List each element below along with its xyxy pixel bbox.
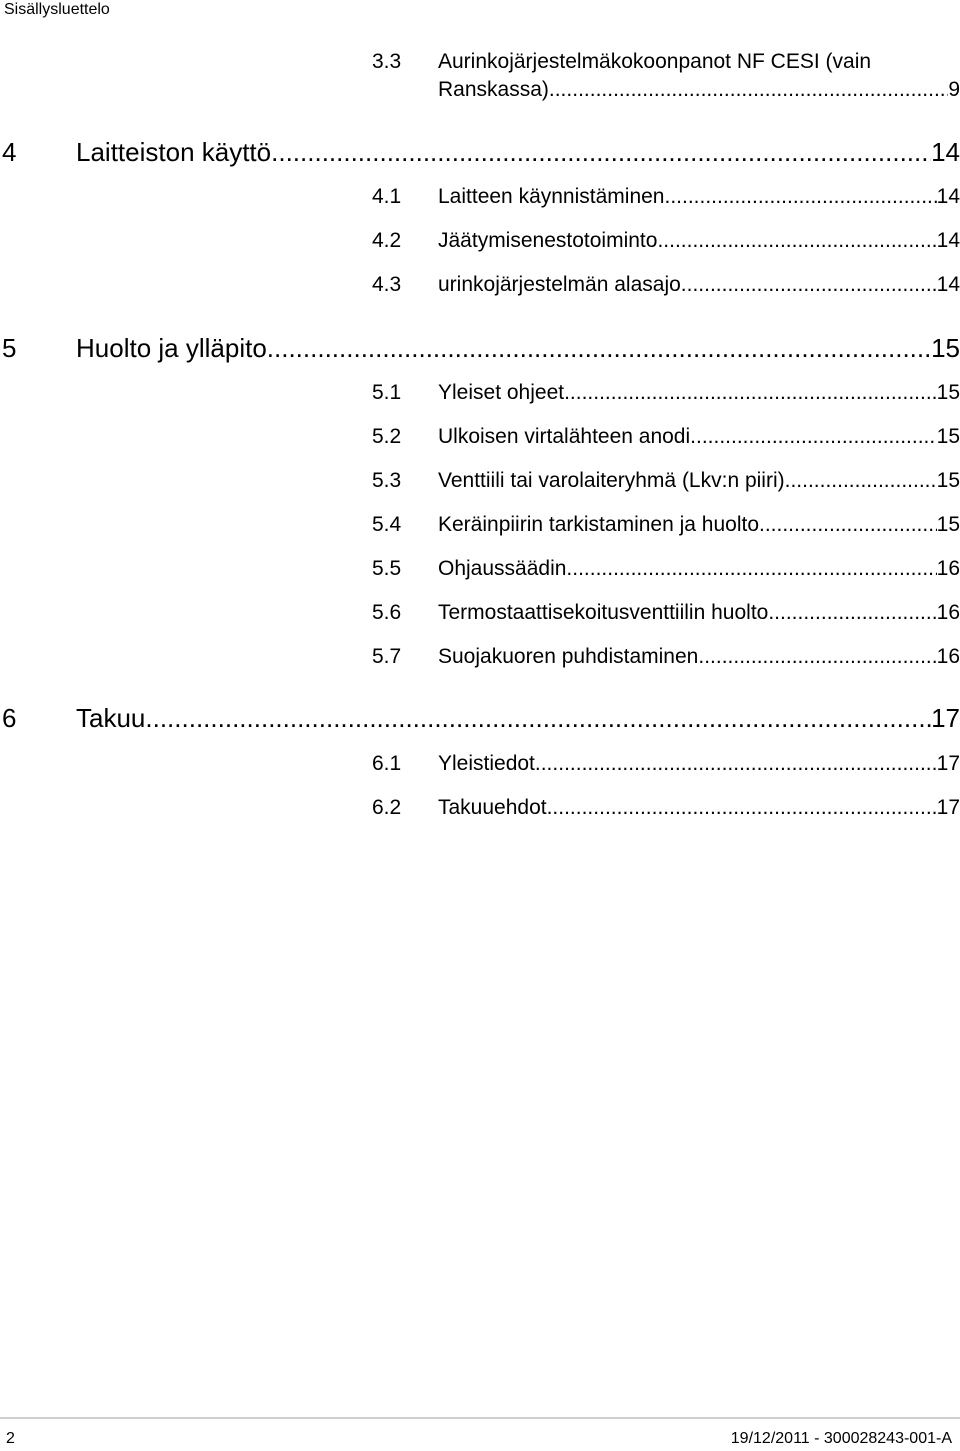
- toc-page-number: 15: [936, 425, 960, 448]
- toc-number: 4: [2, 137, 17, 167]
- toc-page-number: 14: [936, 273, 960, 296]
- dot-leader: [698, 644, 936, 670]
- dot-leader: [535, 751, 937, 777]
- toc-entry-5-5[interactable]: [372, 556, 960, 582]
- toc-entry-6-1[interactable]: [372, 751, 960, 777]
- toc-number: 5.5: [372, 557, 402, 580]
- toc-number: 3.3: [372, 50, 402, 73]
- toc-title: Aurinkojärjestelmäkokoonpanot NF CESI (vain: [438, 50, 872, 73]
- dot-leader: [657, 228, 936, 254]
- toc-number: 4.3: [372, 273, 402, 296]
- toc-entry-5-4[interactable]: [372, 512, 960, 538]
- toc-number: 6.2: [372, 796, 402, 819]
- dot-leader: [547, 795, 937, 821]
- toc-chapter-5[interactable]: [0, 332, 960, 364]
- toc-title: Takuu: [76, 703, 146, 733]
- toc-chapter-4[interactable]: [0, 136, 960, 168]
- toc-page-number: 15: [936, 381, 960, 404]
- toc-page-number: 17: [936, 796, 960, 819]
- toc-number: 4.1: [372, 185, 402, 208]
- dot-leader: [549, 77, 948, 103]
- toc-page-number: 17: [931, 703, 960, 733]
- dot-leader: [690, 424, 936, 450]
- toc-entry-4-3[interactable]: [372, 272, 960, 298]
- dot-leader: [566, 556, 936, 582]
- toc-page-number: 9: [948, 78, 960, 101]
- toc-number: 5.6: [372, 601, 402, 624]
- toc-entry-4-1[interactable]: [372, 184, 960, 210]
- toc-number: 5.4: [372, 513, 402, 536]
- toc-title: Takuuehdot: [438, 796, 547, 819]
- toc-page-number: 16: [936, 601, 960, 624]
- toc-number: 6.1: [372, 752, 402, 775]
- toc-page-number: 16: [936, 557, 960, 580]
- toc-title: Jäätymisenestotoiminto: [438, 229, 658, 252]
- toc-page-number: 15: [931, 333, 960, 363]
- toc-title: Yleistiedot: [438, 752, 535, 775]
- toc-title: Keräinpiirin tarkistaminen ja huolto: [438, 513, 759, 536]
- toc-title: Laitteiston käyttö: [76, 137, 272, 167]
- dot-leader: [145, 702, 931, 734]
- page-header-title: Sisällysluettelo: [4, 1, 110, 18]
- dot-leader: [759, 512, 937, 538]
- footer-divider: [0, 1417, 960, 1419]
- dot-leader: [785, 468, 937, 494]
- toc-entry-5-7[interactable]: [372, 644, 960, 670]
- toc-title: Ulkoisen virtalähteen anodi: [438, 425, 691, 448]
- toc-title: Ohjaussäädin: [438, 557, 567, 580]
- toc-entry-5-2[interactable]: [372, 424, 960, 450]
- toc-title: Laitteen käynnistäminen: [438, 185, 665, 208]
- toc-entry-3-3-line2[interactable]: [372, 77, 960, 103]
- toc-title: urinkojärjestelmän alasajo: [438, 273, 681, 296]
- toc-title: Yleiset ohjeet: [438, 381, 565, 404]
- toc-title: Termostaattisekoitusventtiilin huolto: [438, 601, 769, 624]
- toc-number: 4.2: [372, 229, 402, 252]
- toc-entry-5-1[interactable]: [372, 380, 960, 406]
- toc-entry-5-3[interactable]: [372, 468, 960, 494]
- toc-page-number: 15: [936, 513, 960, 536]
- toc-number: 5.3: [372, 469, 402, 492]
- dot-leader: [664, 184, 936, 210]
- toc-page-number: 14: [931, 137, 960, 167]
- toc-title: Huolto ja ylläpito: [76, 333, 267, 363]
- toc-entry-4-2[interactable]: [372, 228, 960, 254]
- toc-title: Suojakuoren puhdistaminen: [438, 645, 699, 668]
- toc-title: Venttiili tai varolaiteryhmä (Lkv:n piiri): [438, 469, 785, 492]
- toc-entry-5-6[interactable]: [372, 600, 960, 626]
- toc-entry-6-2[interactable]: [372, 795, 960, 821]
- dot-leader: [271, 136, 931, 168]
- dot-leader: [681, 272, 937, 298]
- toc-number: 6: [2, 703, 17, 733]
- dot-leader: [768, 600, 936, 626]
- dot-leader: [267, 332, 931, 364]
- toc-chapter-6[interactable]: [0, 702, 960, 734]
- toc-number: 5.1: [372, 381, 402, 404]
- dot-leader: [564, 380, 937, 406]
- toc-page-number: 14: [936, 185, 960, 208]
- footer-document-reference: 19/12/2011 - 300028243-001-A: [730, 1430, 952, 1447]
- footer-page-number: 2: [6, 1430, 15, 1447]
- toc-entry-3-3-line1[interactable]: [372, 49, 960, 75]
- toc-number: 5: [2, 333, 17, 363]
- toc-page-number: 15: [936, 469, 960, 492]
- toc-title: Ranskassa): [438, 78, 549, 101]
- toc-page-number: 17: [936, 752, 960, 775]
- toc-page-number: 14: [936, 229, 960, 252]
- toc-number: 5.2: [372, 425, 402, 448]
- toc-page-number: 16: [936, 645, 960, 668]
- toc-number: 5.7: [372, 645, 402, 668]
